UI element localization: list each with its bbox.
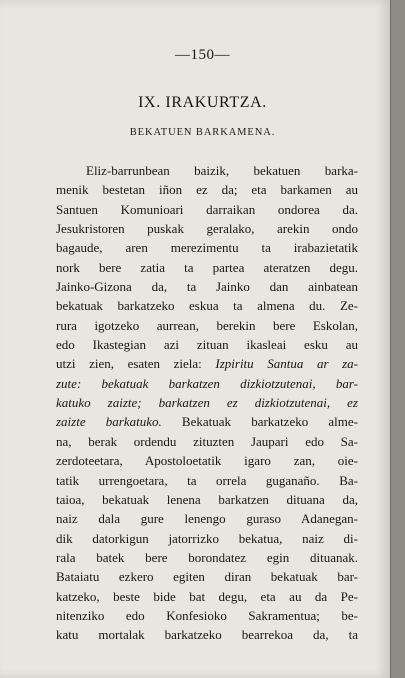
text-line-mixed (56, 354, 358, 373)
text-line: bagaude, aren merezimentu ta irabazietatik (56, 240, 358, 256)
text-line: zerdoteetara, Apostoloetatik igaro zan, oie- (56, 453, 358, 469)
text-line: taioa, bekatuak lenena barkatzen dituana da, (56, 491, 358, 507)
text-line: naiz dala gure lenengo guraso Adanegan- (56, 511, 358, 527)
text-line: Eliz-barrunbean baizik, bekatuen barka- (86, 163, 358, 178)
text-line: Jesukristoren puskak geralako, arekin ondo (56, 221, 358, 237)
text-line: rala batek bere borondatez egin dituanak. (56, 549, 358, 565)
text-line: dik datorkigun jatorrizko bekatua, naiz di- (56, 530, 358, 546)
text-line: rura igotzeko aurrean, berekin bere Eskolan, (56, 317, 358, 333)
text-line: Jainko-Gizona da, ta Jainko dan ainbatean (56, 279, 358, 295)
italic-quote-segment: zaizte barkatuko. (56, 414, 162, 430)
text-line: Santuen Komunioari darraikan ondorea da. (56, 201, 358, 217)
text-line: katzeko, beste bide bat degu, eta au da Pe- (56, 588, 358, 604)
text-line: katu mortalak barkatzeko bearrekoa da, ta (56, 627, 358, 643)
text-line: bekatuak barkatzeko eskua ta almena du. Ze- (56, 298, 358, 314)
text-line: nitenziko edo Konfesioko Sakramentua; be- (56, 607, 358, 623)
italic-quote-line: zute: bekatuak barkatzen dizkiotzutenai, bar- (56, 375, 358, 391)
text-line: Bataiatu ezkero egiten diran bekatuak bar- (56, 569, 358, 585)
italic-quote-line: katuko zaizte; barkatzen ez dizkiotzutenai, ez (56, 395, 358, 411)
page-number: —150— (175, 47, 230, 63)
text-line: na, berak ordendu zituzten Jaupari edo Sa- (56, 433, 358, 449)
body-paragraph (56, 161, 358, 645)
text-segment: utzi zien, esaten ziela: (56, 356, 216, 372)
text-line: nork bere zatia ta partea ateratzen degu. (56, 259, 358, 275)
section-title: BEKATUEN BARKAMENA. (129, 127, 276, 138)
text-line: menik bestetan iñon ez da; eta barkamen au (56, 182, 358, 198)
text-line: tatik urrengoetara, ta orrela guganaño. Ba- (56, 472, 358, 488)
text-segment: Bekatuak barkatzeko alme- (161, 414, 358, 430)
chapter-title: IX. IRAKURTZA. (138, 94, 267, 111)
text-line: edo Ikastegian azi zituan ikasleai esku au (56, 337, 358, 353)
text-line-mixed (56, 412, 358, 431)
italic-quote-segment: Izpiritu Santua ar za- (215, 356, 359, 372)
